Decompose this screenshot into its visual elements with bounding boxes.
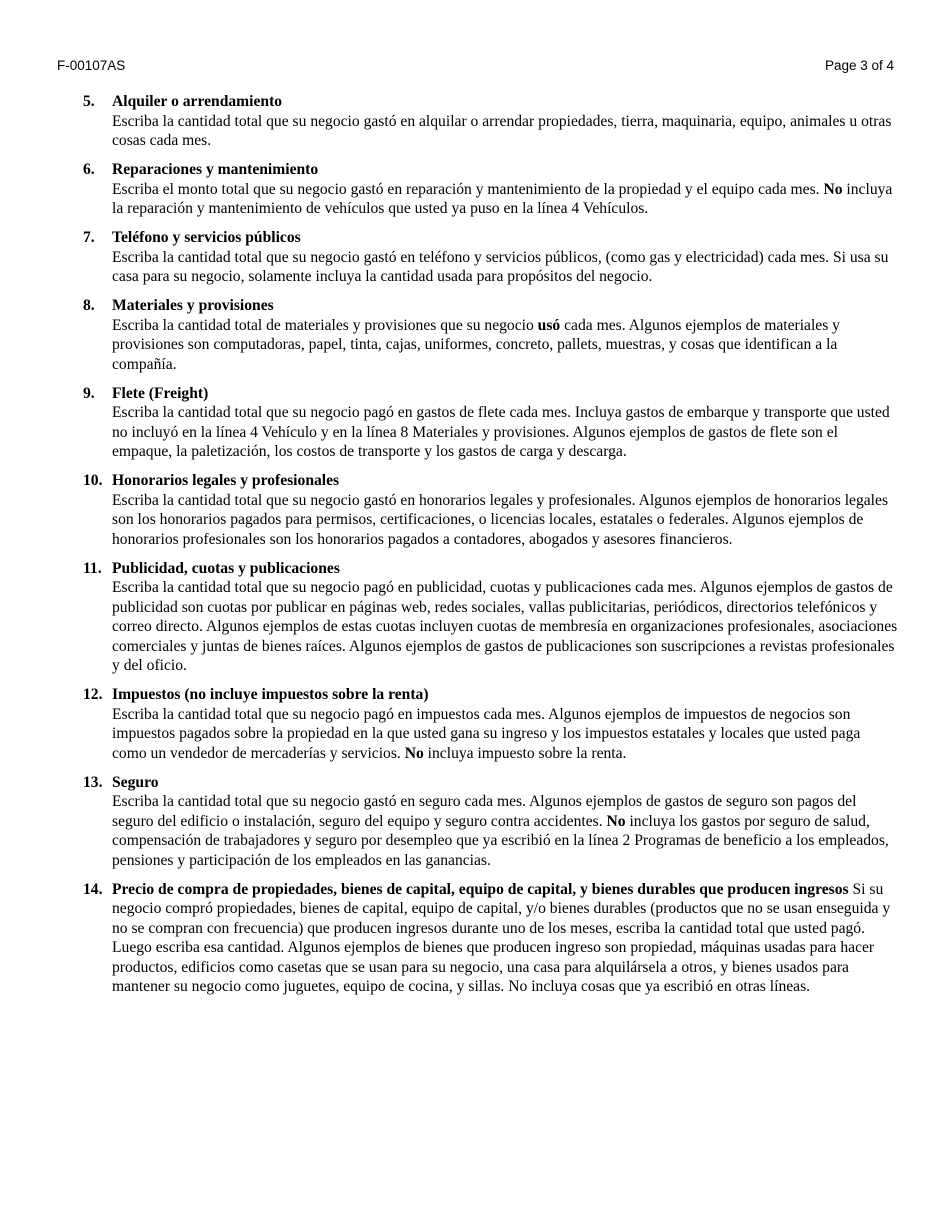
item-text: Escriba la cantidad total que su negocio gastó en teléfono y servicios públicos, (como gas y electricidad) cada mes. Si usa su casa para su negocio, solamente incluya la cantidad usada para propósitos del negocio. [112, 248, 889, 285]
list-item [83, 773, 898, 871]
item-text: Escriba la cantidad total de materiales y provisiones que su negocio [112, 316, 538, 334]
item-number: 7. [83, 229, 95, 246]
item-number: 5. [83, 93, 95, 110]
item-text-cont: incluya impuesto sobre la renta. [423, 744, 627, 762]
list-item [83, 384, 898, 462]
item-title: Alquiler o arrendamiento [112, 93, 283, 110]
form-id: F-00107AS [57, 58, 126, 73]
item-emphasis: No [606, 812, 626, 830]
item-text: Si su negocio compró propiedades, bienes de capital, equipo de capital, y/o bienes durables (productos que no se usan enseguida y no se compran con frecuencia) que producen ingresos durante uno de los meses, escriba la cantidad total que usted pagó. Luego escriba esa cantidad. Algunos ejemplos de bienes que producen ingreso son propiedad, máquinas usadas para hacer productos, edificios como casetas que se usan para su negocio, una casa para alquilársela a otros, y bienes usados para mantener su negocio como juguetes, equipo de cocina, y sillas. No incluya cosas que ya escribió en otras líneas. [112, 880, 891, 995]
item-content [112, 160, 898, 219]
item-content [112, 880, 898, 997]
item-text-cont: incluya la reparación y mantenimiento de vehículos que usted ya puso en la línea 4 Vehículos. [112, 180, 893, 217]
item-number: 12. [83, 686, 103, 703]
item-number: 6. [83, 161, 95, 178]
item-title: Reparaciones y mantenimiento [112, 161, 319, 178]
item-title: Impuestos (no incluye impuestos sobre la renta) [112, 686, 429, 703]
item-number: 13. [83, 773, 103, 791]
item-text: Escriba la cantidad total que su negocio pagó en publicidad, cuotas y publicaciones cada mes. Algunos ejemplos de gastos de publicidad son cuotas por publicar en páginas web, redes sociales, vallas publicitarias, periódicos, directorios telefónicos y correo directo. Algunos ejemplos de estas cuotas incluyen cuotas de membresía en organizaciones profesionales, asociaciones comerciales y juntas de bienes raíces. Algunos ejemplos de gastos de publicaciones son suscripciones a revistas profesionales y del oficio. [112, 579, 898, 674]
list-item [83, 880, 898, 997]
instruction-list [83, 92, 898, 1006]
item-text-cont: cada mes. Algunos ejemplos de materiales y provisiones son computadoras, papel, tinta, cajas, uniformes, concreto, pallets, muestras, y cosas que identifican a la compañía. [112, 316, 840, 373]
item-content [112, 228, 898, 287]
item-content [112, 685, 898, 763]
list-item [83, 228, 898, 287]
list-item [83, 685, 898, 763]
item-text: Escriba la cantidad total que su negocio gastó en alquilar o arrendar propiedades, tierra, maquinaria, equipo, animales u otras cosas cada mes. [112, 112, 892, 149]
item-content [112, 384, 898, 462]
item-content [112, 773, 898, 871]
item-title: Materiales y provisiones [112, 297, 274, 314]
item-content [112, 559, 898, 676]
item-emphasis: usó [537, 316, 561, 334]
list-item [83, 296, 898, 374]
item-text: Escriba el monto total que su negocio gastó en reparación y mantenimiento de la propiedad y el equipo cada mes. [112, 180, 820, 198]
list-item [83, 559, 898, 676]
page-number: Page 3 of 4 [824, 58, 894, 73]
item-title: Teléfono y servicios públicos [112, 229, 301, 246]
item-title: Publicidad, cuotas y publicaciones [112, 559, 340, 577]
item-text: Escriba la cantidad total que su negocio pagó en gastos de flete cada mes. Incluya gastos de embarque y transporte que usted no incluyó en la línea 4 Vehículo y en la línea 8 Materiales y provisiones. Algunos ejemplos de gastos de flete son el empaque, la paletización, los costos de transporte y los gastos de carga y descarga. [112, 404, 890, 460]
item-title: Precio de compra de propiedades, bienes de capital, equipo de capital, y bienes durables que producen ingresos [112, 880, 849, 898]
item-number: 9. [83, 384, 95, 402]
item-number: 10. [83, 472, 103, 489]
item-content [112, 296, 898, 374]
item-number: 8. [83, 297, 95, 314]
item-text: Escriba la cantidad total que su negocio gastó en honorarios legales y profesionales. Algunos ejemplos de honorarios legales son los honorarios pagados para permisos, certificaciones, o licencias locales, estatales o federales. Algunos ejemplos de honorarios profesionales son los honorarios pagados a contadores, abogados y asesores financieros. [112, 491, 889, 548]
item-emphasis: No [823, 180, 843, 198]
item-title: Honorarios legales y profesionales [112, 472, 340, 489]
item-title: Seguro [112, 773, 159, 791]
item-title: Flete (Freight) [112, 384, 209, 402]
list-item [83, 92, 898, 151]
item-emphasis: No [404, 744, 424, 762]
list-item [83, 160, 898, 219]
item-text: Escriba la cantidad total que su negocio pagó en impuestos cada mes. Algunos ejemplos de impuestos de negocios son impuestos pagados sobre la propiedad en la que usted gana su ingreso y los impuestos estatales y locales que usted paga como un vendedor de mercaderías y servicios. [112, 705, 861, 762]
list-item [83, 471, 898, 549]
item-text-cont: incluya los gastos por seguro de salud, compensación de trabajadores y seguro por desempleo que ya escribió en la línea 2 Programas de beneficio a los empleados, pensiones y participación de los empleados en las ganancias. [112, 812, 889, 869]
item-content [112, 471, 898, 549]
item-number: 11. [83, 559, 102, 577]
item-content [112, 92, 898, 151]
item-text: Escriba la cantidad total que su negocio gastó en seguro cada mes. Algunos ejemplos de gastos de seguro son pagos del seguro del edificio o instalación, seguro del equipo y seguro contra accidentes. [112, 793, 857, 830]
item-number: 14. [83, 880, 103, 898]
